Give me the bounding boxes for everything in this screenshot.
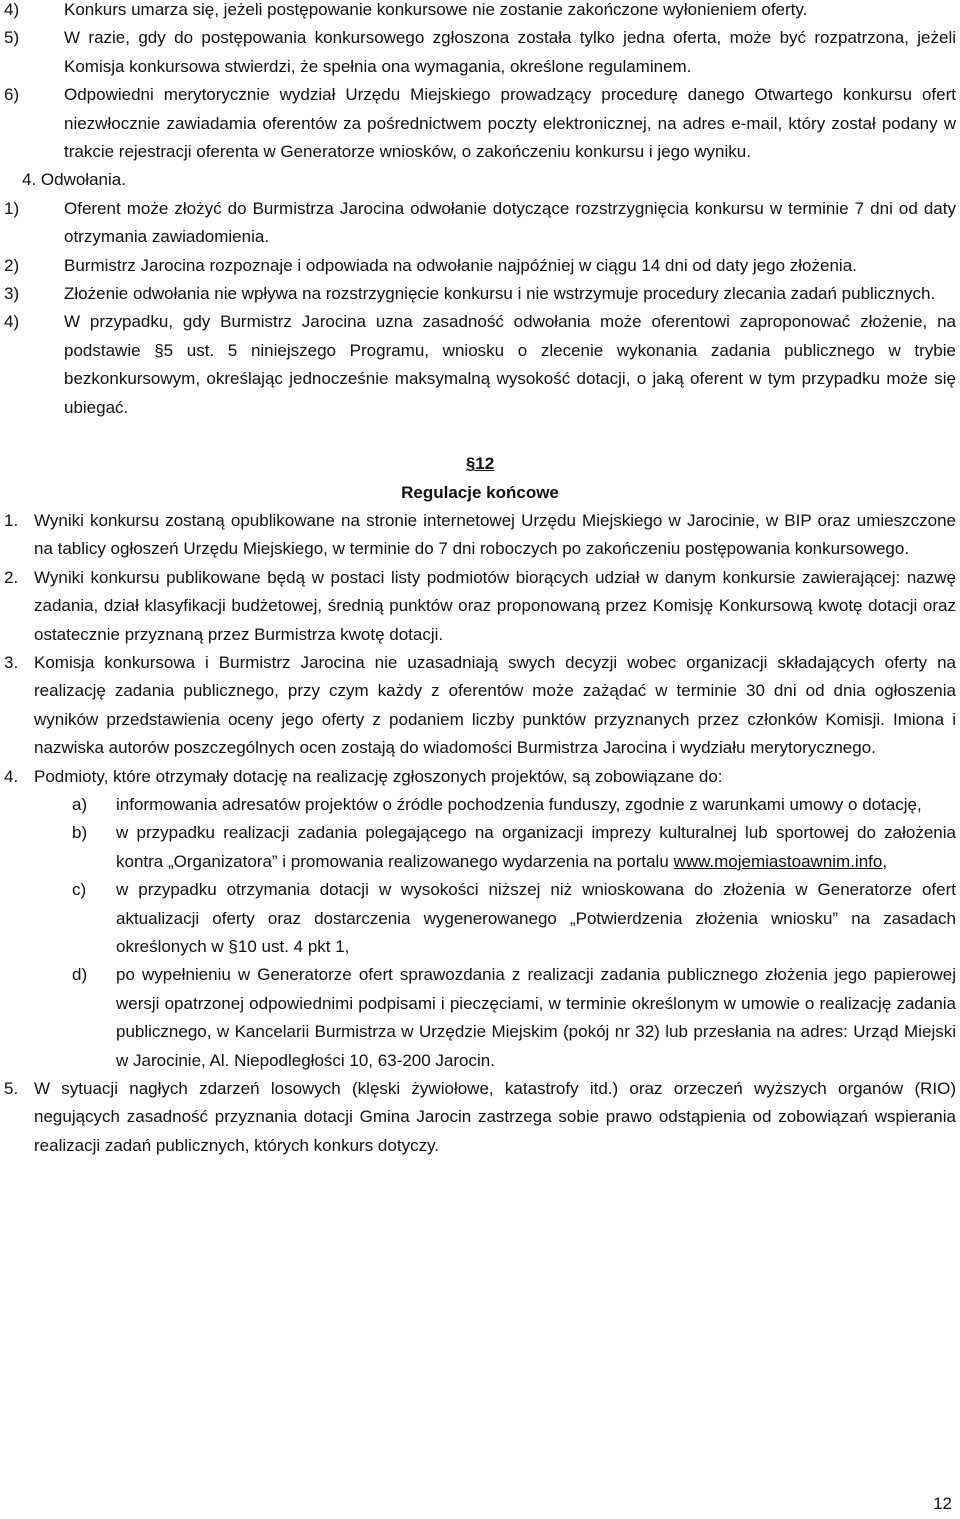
list-text: Burmistrz Jarocina rozpoznaje i odpowiada na odwołanie najpóźniej w ciągu 14 dni od daty jego złożenia.	[64, 255, 857, 275]
list-number: 6)	[4, 85, 20, 105]
list-number: 2)	[4, 255, 20, 275]
subitem-c	[72, 876, 956, 961]
paragraph-1	[4, 507, 956, 564]
spacer	[4, 422, 956, 450]
paragraph-number: 5.	[4, 1079, 19, 1099]
subitem-text: w przypadku otrzymania dotacji w wysokości niższej niż wnioskowana do złożenia w Generatorze ofert aktualizacji oferty oraz dostarczenia wygenerowanego „Potwierdzenia złożenia wniosku” na zasadach określonych w §10 ust. 4 pkt 1,	[116, 880, 956, 956]
paragraph-4	[4, 763, 956, 791]
page-number: 12	[933, 1494, 952, 1513]
paragraph-text: Wyniki konkursu publikowane będą w postaci listy podmiotów biorących udział w danym konkursie zawierającej: nazwę zadania, dział klasyfikacji budżetowej, średnią punktów oraz proponowaną przez Komisję Konkursową kwotę dotacji oraz ostatecznie przyznaną przez Burmistrza kwotę dotacji.	[34, 567, 956, 644]
list-text: Oferent może złożyć do Burmistrza Jarocina odwołanie dotyczące rozstrzygnięcia konkursu w terminie 7 dni od daty otrzymania zawiadomienia.	[64, 198, 956, 247]
list-item-s1-6	[4, 81, 956, 166]
paragraph-text: W sytuacji nagłych zdarzeń losowych (klęski żywiołowe, katastrofy itd.) oraz orzeczeń wyższych organów (RIO) negujących zasadność przyznania dotacji Gmina Jarocin zastrzega sobie prawo odstąpienia od zobowiązań wspierania realizacji zadań publicznych, których konkurs dotyczy.	[34, 1079, 956, 1155]
list-item-s4-4	[4, 308, 956, 422]
subitem-b	[72, 819, 956, 876]
list-item-s4-1	[4, 195, 956, 252]
list-item-s4-3	[4, 280, 956, 308]
list-item-s4-2	[4, 252, 956, 280]
section-symbol: §12	[465, 454, 495, 474]
subitem-letter: c)	[72, 880, 87, 900]
paragraph-number: 2.	[4, 567, 19, 587]
subitem-letter: b)	[72, 823, 88, 843]
subitem-letter: a)	[72, 794, 88, 814]
list-text: Konkurs umarza się, jeżeli postępowanie konkursowe nie zostanie zakończone wyłonieniem oferty.	[64, 0, 808, 19]
list-item-s1-4	[4, 0, 956, 24]
subitem-text: w przypadku realizacji zadania polegającego na organizacji imprezy kulturalnej lub sportowej do założenia kontra „Organizatora” i promowania realizowanego wydarzenia na portalu	[116, 823, 956, 871]
list-text: W razie, gdy do postępowania konkursowego zgłoszona została tylko jedna oferta, może być rozpatrzona, jeżeli Komisja konkursowa stwierdzi, że spełnia ona wymagania, określone regulaminem.	[64, 28, 956, 76]
list-text: W przypadku, gdy Burmistrz Jarocina uzna zasadność odwołania może oferentowi zaproponować złożenie, na podstawie §5 ust. 5 niniejszego Programu, wniosku o zlecenie wykonania zadania publicznego w trybie bezkonkursowym, określając jednocześnie maksymalną wysokość dotacji, o jaką oferent w tym przypadku może się ubiegać.	[64, 312, 956, 417]
list-text: Złożenie odwołania nie wpływa na rozstrzygnięcie konkursu i nie wstrzymuje procedury zlecania zadań publicznych.	[64, 284, 936, 304]
paragraph-text: Podmioty, które otrzymały dotację na realizację zgłoszonych projektów, są zobowiązane do:	[34, 766, 723, 786]
section-title: Regulacje końcowe	[401, 482, 559, 502]
list-number: 1)	[4, 198, 20, 218]
list-number: 4)	[4, 0, 20, 19]
list-number: 3)	[4, 284, 20, 304]
list-item-s1-5	[4, 24, 956, 81]
list-number: 5)	[4, 28, 20, 48]
paragraph-3	[4, 649, 956, 763]
paragraph-number: 3.	[4, 652, 19, 672]
subitem-text: po wypełnieniu w Generatorze ofert sprawozdania z realizacji zadania publicznego złożenia jego papierowej wersji opatrzonej odpowiednimi podpisami i pieczęciami, w terminie określonym w umowie o realizację zadania publicznego, w Kancelarii Burmistrza w Urzędzie Miejskim (pokój nr 32) lub przesłania na adres: Urząd Miejski w Jarocinie, Al. Niepodległości 10, 63-200 Jarocin.	[116, 965, 956, 1070]
subitem-letter: d)	[72, 965, 88, 985]
subitem-d	[72, 961, 956, 1075]
subitem-a	[72, 791, 956, 819]
list-number: 4)	[4, 312, 20, 332]
paragraph-5	[4, 1075, 956, 1160]
paragraph-text: Komisja konkursowa i Burmistrz Jarocina nie uzasadniają swych decyzji wobec organizacji składających oferty na realizację zadania publicznego, przy czym każdy z oferentów może zażądać w terminie 30 dni od dnia ogłoszenia wyników przedstawienia oceny jego oferty z podaniem liczby punktów przyznanych przez członków Komisji. Imiona i nazwiska autorów poszczególnych ocen zostają do wiadomości Burmistrza Jarocina i wydziału merytorycznego.	[34, 652, 956, 758]
paragraph-number: 1.	[4, 510, 19, 530]
list-text: Odpowiedni merytorycznie wydział Urzędu Miejskiego prowadzący procedurę danego Otwartego konkursu ofert niezwłocznie zawiadamia oferentów za pośrednictwem poczty elektronicznej, na adres e-mail, który został podany w trakcie rejestracji oferenta w Generatorze wniosków, o zakończeniu konkursu i jego wyniku.	[64, 85, 956, 162]
subitem-text: informowania adresatów projektów o źródle pochodzenia funduszy, zgodnie z warunkami umowy o dotację,	[116, 794, 922, 814]
section-number	[4, 450, 956, 478]
paragraph-number: 4.	[4, 766, 19, 786]
paragraph-2	[4, 564, 956, 649]
document-body	[4, 0, 956, 1160]
portal-link[interactable]: www.mojemiastoawnim.info	[673, 851, 883, 871]
paragraph-text: Wyniki konkursu zostaną opublikowane na stronie internetowej Urzędu Miejskiego w Jarocinie, w BIP oraz umieszczone na tablicy ogłoszeń Urzędu Miejskiego, w terminie do 7 dni roboczych po zakończeniu postępowania konkursowego.	[34, 510, 956, 559]
section-heading-odwolania: 4. Odwołania.	[22, 170, 126, 190]
subitem-tail: ,	[882, 851, 888, 871]
